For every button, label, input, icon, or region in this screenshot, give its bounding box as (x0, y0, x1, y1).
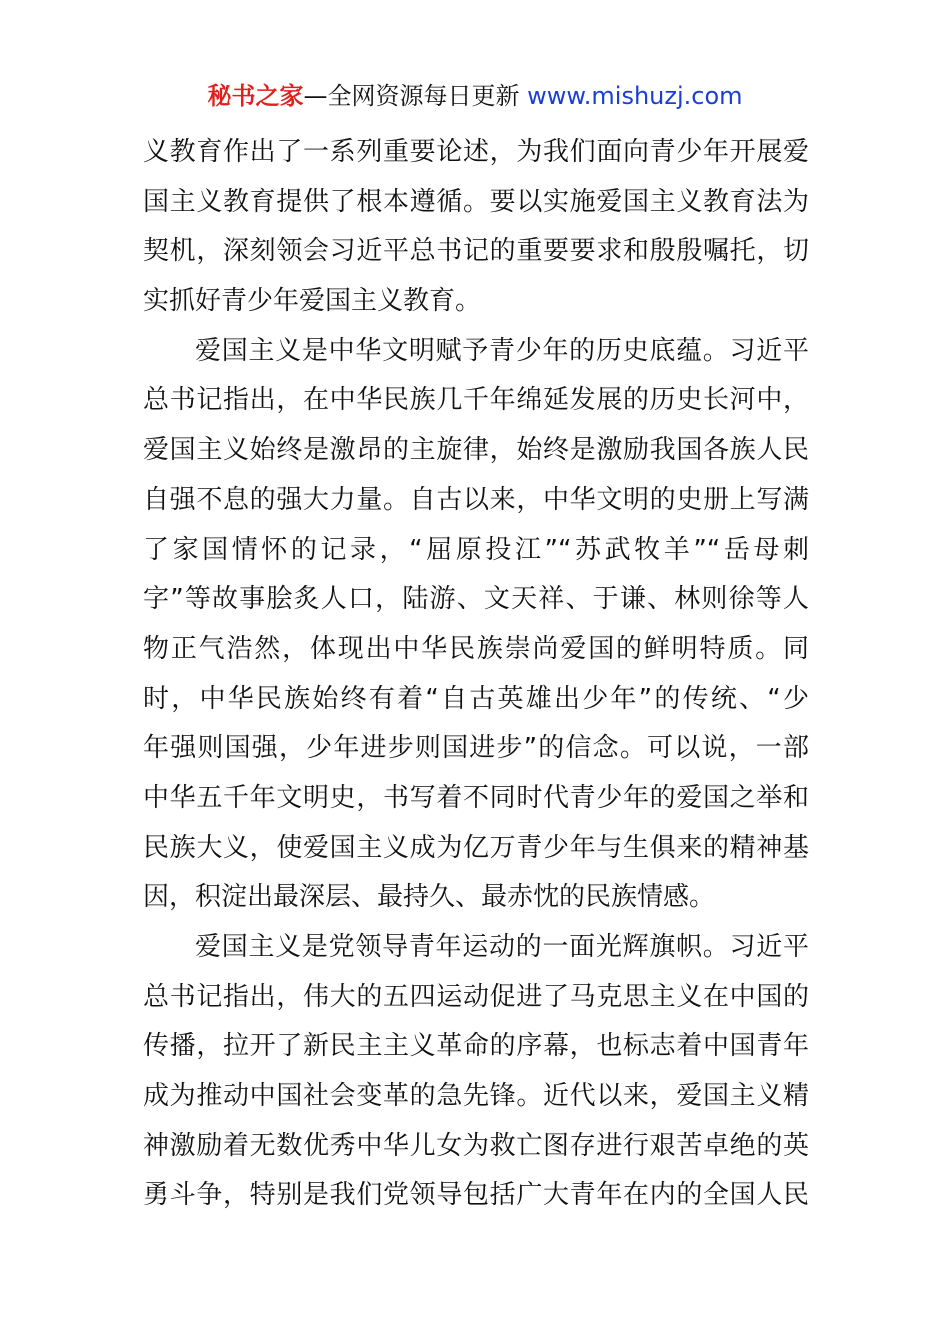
text-line: 勇斗争，特别是我们党领导包括广大青年在内的全国人民 (143, 1180, 809, 1211)
text-line: 字”等故事脍炙人口，陆游、文天祥、于谦、林则徐等人 (143, 584, 809, 615)
site-tagline: —全网资源每日更新 (303, 82, 520, 110)
text-line: 神激励着无数优秀中华儿女为救亡图存进行艰苦卓绝的英 (143, 1130, 809, 1161)
text-line: 年强则国强，少年进步则国进步”的信念。可以说，一部 (143, 733, 809, 764)
site-brand: 秘书之家 (207, 82, 304, 110)
text-line: 了家国情怀的记录，“屈原投江”“苏武牧羊”“岳母刺 (143, 534, 809, 565)
text-line: 总书记指出，伟大的五四运动促进了马克思主义在中国的 (143, 981, 809, 1012)
text-line: 物正气浩然，体现出中华民族崇尚爱国的鲜明特质。同 (143, 633, 809, 664)
text-line: 成为推动中国社会变革的急先锋。近代以来，爱国主义精 (143, 1081, 809, 1112)
text-line: 中华五千年文明史，书写着不同时代青少年的爱国之举和 (143, 782, 809, 813)
text-line: 因，积淀出最深层、最持久、最赤忱的民族情感。 (143, 882, 716, 913)
text-line: 传播，拉开了新民主主义革命的序幕，也标志着中国青年 (143, 1031, 809, 1062)
text-line: 契机，深刻领会习近平总书记的重要要求和殷殷嘱托，切 (143, 236, 809, 267)
text-line: 时，中华民族始终有着“自古英雄出少年”的传统、“少 (143, 683, 809, 714)
text-line: 总书记指出，在中华民族几千年绵延发展的历史长河中， (143, 385, 809, 416)
text-line: 爱国主义始终是激昂的主旋律，始终是激励我国各族人民 (143, 435, 809, 466)
text-line: 自强不息的强大力量。自古以来，中华文明的史册上写满 (143, 484, 809, 515)
text-line: 义教育作出了一系列重要论述，为我们面向青少年开展爱 (143, 137, 809, 167)
site-url[interactable]: www.mishuzj.com (527, 82, 743, 110)
text-line: 国主义教育提供了根本遵循。要以实施爱国主义教育法为 (143, 186, 809, 217)
document-body (143, 128, 809, 1221)
text-line: 爱国主义是中华文明赋予青少年的历史底蕴。习近平 (195, 335, 809, 366)
text-line: 民族大义，使爱国主义成为亿万青少年与生俱来的精神基 (143, 832, 809, 863)
page-header (0, 78, 950, 114)
text-line: 爱国主义是党领导青年运动的一面光辉旗帜。习近平 (195, 932, 809, 962)
text-line: 实抓好青少年爱国主义教育。 (143, 286, 482, 317)
